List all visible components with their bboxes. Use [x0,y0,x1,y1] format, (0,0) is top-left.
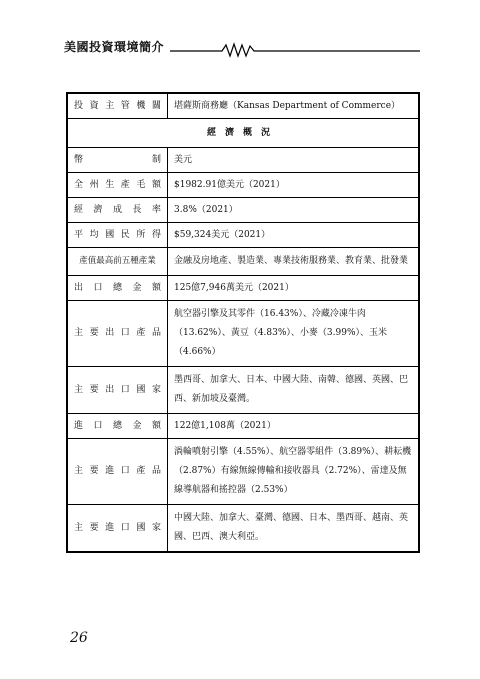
row-label: 產值最高前五種產業 [67,248,168,276]
row-value: 3.8%（2021） [168,198,420,223]
header-ecg-line-icon [170,42,420,58]
row-value: 中國大陸、加拿大、臺灣、德國、日本、墨西哥、越南、英國、巴西、澳大利亞。 [168,505,420,553]
row-value: 122億1,108萬（2021） [168,414,420,439]
row-label: 主要進口國家 [67,505,168,553]
table-row [67,439,419,505]
row-value: 125億7,946萬美元（2021） [168,276,420,301]
row-label: 平均國民所得 [67,223,168,248]
row-label: 主要出口國家 [67,367,168,414]
row-label: 幣制 [67,148,168,173]
authority-value: 堪薩斯商務廳（Kansas Department of Commerce） [168,93,420,119]
header-title: 美國投資環境簡介 [64,40,165,54]
running-header [64,38,164,55]
table-row [67,505,419,553]
row-label: 主要進口產品 [67,439,168,505]
table-row [67,223,419,248]
row-value: 美元 [168,148,420,173]
row-label: 經濟成長率 [67,198,168,223]
table-row [67,198,419,223]
table-row [67,173,419,198]
row-label: 主要出口產品 [67,301,168,367]
section-row [67,119,419,148]
section-title: 經濟概況 [67,119,419,148]
page-number: 26 [70,630,88,646]
row-label: 出口總金額 [67,276,168,301]
investment-info-table [66,92,420,553]
row-value: $1982.91億美元（2021） [168,173,420,198]
row-label: 進口總金額 [67,414,168,439]
row-value: 航空器引擎及其零件（16.43%）、冷藏冷凍牛肉（13.62%）、黃豆（4.83%）、小麥（3.99%）、玉米（4.66%） [168,301,420,367]
authority-label: 投資主管機關 [67,93,168,119]
row-value: 渦輪噴射引擎（4.55%）、航空器零組件（3.89%）、耕耘機（2.87%）有線無線傳輸和接收器具（2.72%）、雷達及無線導航器和搖控器（2.53%） [168,439,420,505]
table-row [67,367,419,414]
row-value: 墨西哥、加拿大、日本、中國大陸、南韓、德國、英國、巴西、新加坡及臺灣。 [168,367,420,414]
table-row [67,248,419,276]
row-value: $59,324美元（2021） [168,223,420,248]
table-row [67,301,419,367]
table-row [67,93,419,119]
table-row [67,414,419,439]
table-row [67,148,419,173]
row-label: 全州生產毛額 [67,173,168,198]
table-row [67,276,419,301]
row-value: 金融及房地產、製造業、專業技術服務業、教育業、批發業 [168,248,420,276]
